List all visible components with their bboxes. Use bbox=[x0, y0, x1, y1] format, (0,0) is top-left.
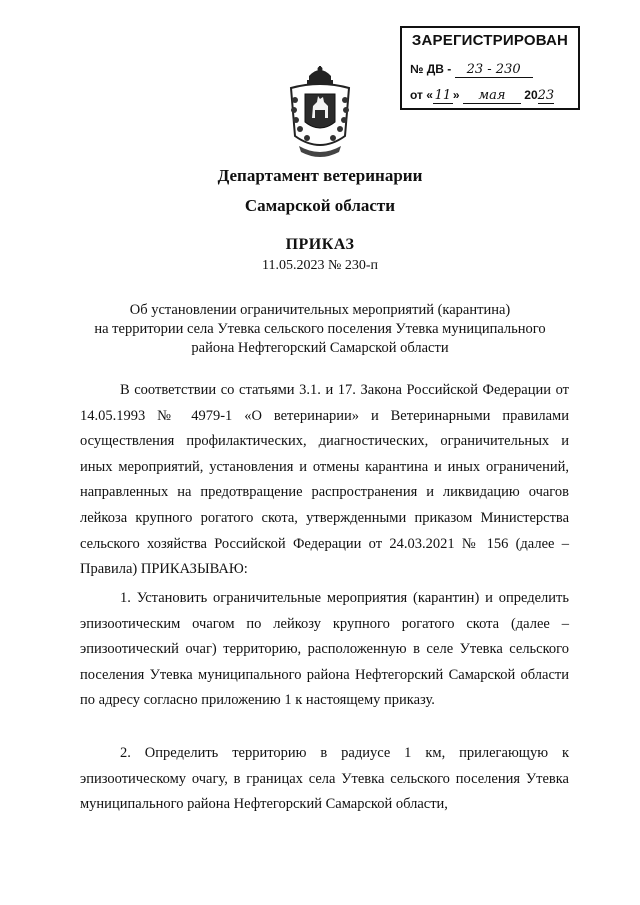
document-subject bbox=[80, 301, 560, 358]
body-paragraph-item-1 bbox=[80, 586, 569, 714]
subject-line: на территории села Утевка сельского поселения Утевка муниципального bbox=[94, 321, 546, 337]
coat-of-arms-icon bbox=[285, 66, 355, 158]
stamp-date-mid: » bbox=[452, 88, 460, 102]
registration-stamp bbox=[400, 26, 580, 110]
stamp-date-line bbox=[410, 88, 554, 104]
document-type: ПРИКАЗ bbox=[285, 236, 355, 253]
stamp-date-day: 11 bbox=[434, 88, 452, 103]
document-date-number: 11.05.2023 № 230-п bbox=[262, 258, 378, 273]
org-name-line1: Департамент ветеринарии bbox=[217, 166, 423, 185]
paragraph-text: В соответствии со статьями 3.1. и 17. Закона Российской Федерации от 14.05.1993 № 4979-1 «О ветеринарии» и Ветеринарными правилами осуществления профилактических, диагностических, ограничительных и иных мероприятий, установления и отмены карантина и иных ограничений, направленных на предотвращение распространения и ликвидацию очагов лейкоза крупного рогатого скота, утвержденными приказом Министерства сельского хозяйства Российской Федерации от 24.03.2021 № 156 (далее – Правила) ПРИКАЗЫВАЮ: bbox=[80, 382, 569, 578]
stamp-title: ЗАРЕГИСТРИРОВАН bbox=[411, 32, 569, 49]
org-name-line2: Самарской области bbox=[244, 196, 396, 215]
stamp-number-line bbox=[410, 62, 533, 78]
subject-line: района Нефтегорский Самарской области bbox=[191, 340, 449, 356]
subject-line: Об установлении ограничительных мероприятий (карантина) bbox=[129, 302, 511, 318]
stamp-date-month: мая bbox=[463, 88, 521, 104]
body-paragraph-item-2 bbox=[80, 741, 569, 818]
stamp-date-year-value: 23 bbox=[537, 88, 555, 103]
stamp-date-year-prefix: 20 bbox=[524, 88, 538, 102]
body-paragraph-preamble bbox=[80, 378, 569, 583]
paragraph-text: 2. Определить территорию в радиусе 1 км, прилегающую к эпизоотическому очагу, в границах села Утевка сельского поселения Утевка муниципального района Нефтегорский Самарской области, bbox=[80, 745, 569, 813]
stamp-number-value: 23 - 230 bbox=[455, 62, 533, 78]
stamp-date-prefix: от « bbox=[410, 88, 433, 102]
paragraph-text: 1. Установить ограничительные мероприятия (карантин) и определить эпизоотическим очагом по лейкозу крупного рогатого скота (далее – эпизоотический очаг) территорию, расположенную в селе Утевка сельского поселения Утевка муниципального района Нефтегорский Самарской области по адресу согласно приложению 1 к настоящему приказу. bbox=[80, 590, 569, 709]
stamp-number-prefix: № ДВ - bbox=[410, 62, 452, 76]
